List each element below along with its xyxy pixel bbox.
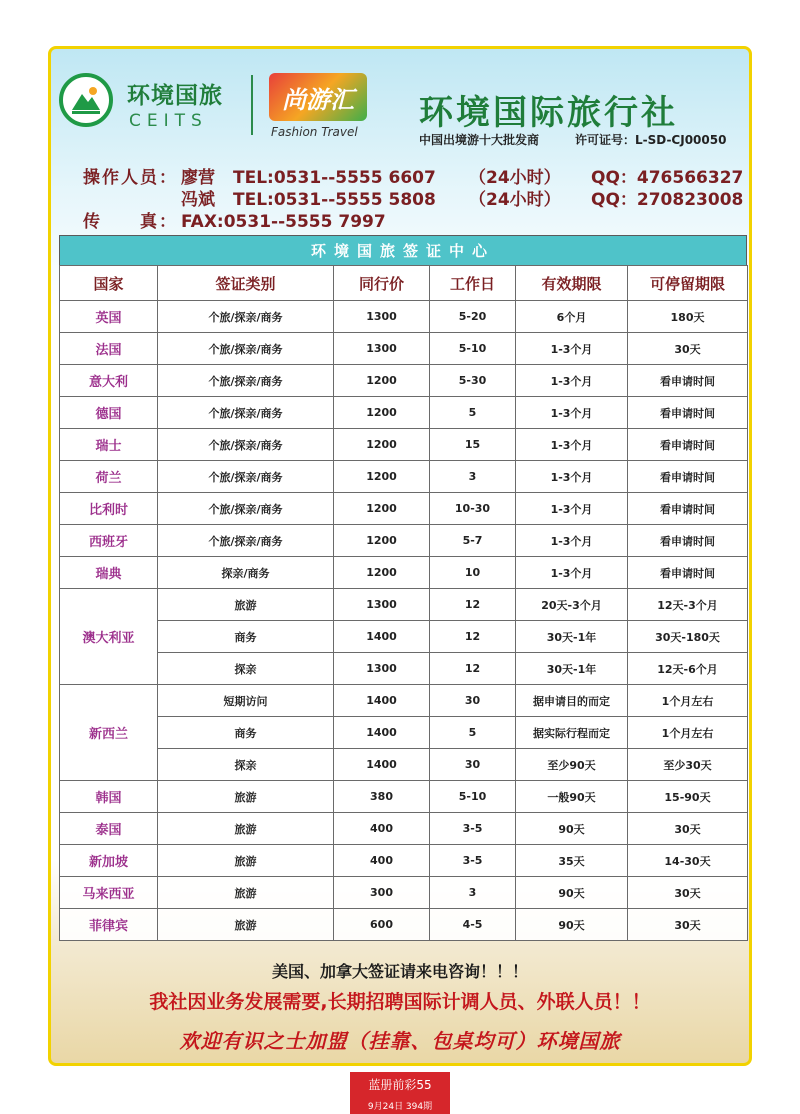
workdays-cell: 3-5 — [430, 813, 516, 845]
validity-cell: 据申请目的而定 — [516, 685, 628, 717]
workdays-cell: 4-5 — [430, 909, 516, 941]
price-cell: 1200 — [334, 461, 430, 493]
visa-type-cell: 旅游 — [158, 813, 334, 845]
table-row — [60, 333, 748, 365]
stay-cell: 180天 — [628, 301, 748, 333]
stay-cell: 看申请时间 — [628, 557, 748, 589]
workdays-cell: 3-5 — [430, 845, 516, 877]
stay-cell: 30天 — [628, 333, 748, 365]
validity-cell: 1-3个月 — [516, 333, 628, 365]
logo-divider — [251, 75, 253, 135]
visa-type-cell: 探亲 — [158, 653, 334, 685]
validity-cell: 1-3个月 — [516, 397, 628, 429]
visa-type-cell: 个旅/探亲/商务 — [158, 461, 334, 493]
workdays-cell: 5-20 — [430, 301, 516, 333]
validity-cell: 6个月 — [516, 301, 628, 333]
table-row — [60, 397, 748, 429]
workdays-cell: 12 — [430, 589, 516, 621]
price-cell: 1300 — [334, 333, 430, 365]
country-cell: 比利时 — [60, 493, 158, 525]
table-row — [60, 781, 748, 813]
stay-cell: 30天 — [628, 877, 748, 909]
country-cell: 英国 — [60, 301, 158, 333]
stay-cell: 1个月左右 — [628, 685, 748, 717]
country-cell: 新加坡 — [60, 845, 158, 877]
validity-cell: 至少90天 — [516, 749, 628, 781]
logo-chinese-name: 环境国旅 — [127, 83, 223, 109]
operator-phone: TEL:0531--5555 6607 — [233, 168, 436, 188]
table-row — [60, 589, 748, 621]
table-row — [60, 685, 748, 717]
operator-name: 廖营 — [181, 168, 215, 188]
logo-english-name: CEITS — [129, 111, 208, 131]
visa-type-cell: 旅游 — [158, 877, 334, 909]
validity-cell: 1-3个月 — [516, 557, 628, 589]
validity-cell: 20天-3个月 — [516, 589, 628, 621]
visa-type-cell: 个旅/探亲/商务 — [158, 365, 334, 397]
stay-cell: 12天-6个月 — [628, 653, 748, 685]
country-cell: 马来西亚 — [60, 877, 158, 909]
price-cell: 1200 — [334, 397, 430, 429]
consult-note: 美国、加拿大签证请来电咨询！！！ — [271, 962, 528, 981]
price-cell: 1200 — [334, 493, 430, 525]
welcome-note: 欢迎有识之士加盟（挂靠、包桌均可）环境国旅 — [179, 1029, 621, 1053]
price-cell: 400 — [334, 813, 430, 845]
price-cell: 400 — [334, 845, 430, 877]
header-price: 同行价 — [334, 266, 430, 301]
fax-label: 传 真： — [83, 212, 178, 232]
stay-cell: 看申请时间 — [628, 429, 748, 461]
visa-table-section — [59, 235, 747, 941]
validity-cell: 30天-1年 — [516, 621, 628, 653]
price-cell: 1400 — [334, 749, 430, 781]
stay-cell: 至少30天 — [628, 749, 748, 781]
country-cell: 荷兰 — [60, 461, 158, 493]
workdays-cell: 5 — [430, 397, 516, 429]
operator-hours: （24小时） — [469, 168, 561, 188]
table-row — [60, 461, 748, 493]
operator-hours: （24小时） — [469, 190, 561, 210]
validity-cell: 1-3个月 — [516, 365, 628, 397]
validity-cell: 90天 — [516, 909, 628, 941]
validity-cell: 30天-1年 — [516, 653, 628, 685]
country-cell: 法国 — [60, 333, 158, 365]
visa-type-cell: 个旅/探亲/商务 — [158, 429, 334, 461]
price-cell: 1200 — [334, 365, 430, 397]
table-row — [60, 877, 748, 909]
visa-type-cell: 旅游 — [158, 589, 334, 621]
country-cell: 瑞典 — [60, 557, 158, 589]
workdays-cell: 12 — [430, 621, 516, 653]
price-cell: 1200 — [334, 525, 430, 557]
workdays-cell: 30 — [430, 749, 516, 781]
workdays-cell: 10-30 — [430, 493, 516, 525]
operator-name: 冯斌 — [181, 190, 215, 210]
validity-cell: 90天 — [516, 877, 628, 909]
workdays-cell: 10 — [430, 557, 516, 589]
workdays-cell: 3 — [430, 877, 516, 909]
visa-type-cell: 个旅/探亲/商务 — [158, 493, 334, 525]
workdays-cell: 3 — [430, 461, 516, 493]
license-number: 许可证号：L-SD-CJ00050 — [575, 133, 727, 147]
price-cell: 1300 — [334, 653, 430, 685]
table-header-row — [60, 266, 748, 301]
stay-cell: 看申请时间 — [628, 397, 748, 429]
fashion-travel-caption: Fashion Travel — [271, 125, 358, 139]
table-row — [60, 557, 748, 589]
validity-cell: 1-3个月 — [516, 429, 628, 461]
visa-price-table — [59, 265, 748, 941]
header-country: 国家 — [60, 266, 158, 301]
validity-cell: 1-3个月 — [516, 461, 628, 493]
stay-cell: 30天-180天 — [628, 621, 748, 653]
ceits-emblem-icon — [59, 73, 113, 127]
table-row — [60, 717, 748, 749]
price-cell: 380 — [334, 781, 430, 813]
price-cell: 1400 — [334, 621, 430, 653]
validity-cell: 35天 — [516, 845, 628, 877]
page-tag — [350, 1072, 450, 1114]
table-row — [60, 749, 748, 781]
fax-row — [83, 207, 386, 232]
price-cell: 1200 — [334, 557, 430, 589]
country-cell: 韩国 — [60, 781, 158, 813]
stay-cell: 30天 — [628, 813, 748, 845]
visa-type-cell: 旅游 — [158, 845, 334, 877]
header-workdays: 工作日 — [430, 266, 516, 301]
workdays-cell: 15 — [430, 429, 516, 461]
country-cell: 泰国 — [60, 813, 158, 845]
price-cell: 1400 — [334, 685, 430, 717]
workdays-cell: 5-10 — [430, 333, 516, 365]
page-label: 蓝册前彩55 — [368, 1078, 432, 1092]
country-cell: 菲律宾 — [60, 909, 158, 941]
table-row — [60, 525, 748, 557]
price-cell: 600 — [334, 909, 430, 941]
operator-phone: TEL:0531--5555 5808 — [233, 190, 436, 210]
country-cell: 西班牙 — [60, 525, 158, 557]
visa-type-cell: 旅游 — [158, 781, 334, 813]
workdays-cell: 5-10 — [430, 781, 516, 813]
table-row — [60, 845, 748, 877]
validity-cell: 一般90天 — [516, 781, 628, 813]
price-cell: 1400 — [334, 717, 430, 749]
visa-type-cell: 个旅/探亲/商务 — [158, 301, 334, 333]
stay-cell: 15-90天 — [628, 781, 748, 813]
price-cell: 1200 — [334, 429, 430, 461]
price-cell: 1300 — [334, 589, 430, 621]
stay-cell: 看申请时间 — [628, 461, 748, 493]
workdays-cell: 5-30 — [430, 365, 516, 397]
stay-cell: 看申请时间 — [628, 525, 748, 557]
visa-type-cell: 商务 — [158, 621, 334, 653]
validity-cell: 90天 — [516, 813, 628, 845]
visa-type-cell: 探亲 — [158, 749, 334, 781]
company-subline: 中国出境游十大批发商 — [419, 133, 540, 147]
stay-cell: 12天-3个月 — [628, 589, 748, 621]
workdays-cell: 5-7 — [430, 525, 516, 557]
table-row — [60, 653, 748, 685]
price-cell: 1300 — [334, 301, 430, 333]
country-cell: 澳大利亚 — [60, 589, 158, 685]
validity-cell: 据实际行程而定 — [516, 717, 628, 749]
country-cell: 瑞士 — [60, 429, 158, 461]
table-row — [60, 621, 748, 653]
stay-cell: 看申请时间 — [628, 365, 748, 397]
price-cell: 300 — [334, 877, 430, 909]
table-row — [60, 365, 748, 397]
table-row — [60, 301, 748, 333]
workdays-cell: 30 — [430, 685, 516, 717]
workdays-cell: 12 — [430, 653, 516, 685]
flyer-header — [51, 49, 749, 235]
fashion-travel-logo: 尚游汇 — [269, 73, 367, 121]
visa-type-cell: 短期访问 — [158, 685, 334, 717]
stay-cell: 1个月左右 — [628, 717, 748, 749]
validity-cell: 1-3个月 — [516, 493, 628, 525]
stay-cell: 30天 — [628, 909, 748, 941]
fax-number: FAX:0531--5555 7997 — [181, 212, 386, 232]
visa-type-cell: 个旅/探亲/商务 — [158, 397, 334, 429]
operator-qq: QQ：476566327 — [591, 168, 744, 188]
table-row — [60, 429, 748, 461]
visa-type-cell: 商务 — [158, 717, 334, 749]
company-name: 环境国际旅行社 — [419, 93, 678, 133]
visa-type-cell: 个旅/探亲/商务 — [158, 525, 334, 557]
table-row — [60, 493, 748, 525]
country-cell: 德国 — [60, 397, 158, 429]
table-row — [60, 813, 748, 845]
flyer-frame — [48, 46, 752, 1066]
visa-type-cell: 旅游 — [158, 909, 334, 941]
header-visa-type: 签证类别 — [158, 266, 334, 301]
operator-label: 操作人员： — [83, 168, 178, 188]
table-row — [60, 909, 748, 941]
country-cell: 新西兰 — [60, 685, 158, 781]
country-cell: 意大利 — [60, 365, 158, 397]
validity-cell: 1-3个月 — [516, 525, 628, 557]
hiring-note: 我社因业务发展需要,长期招聘国际计调人员、外联人员！！ — [149, 991, 651, 1013]
operator-qq: QQ：270823008 — [591, 190, 744, 210]
visa-type-cell: 个旅/探亲/商务 — [158, 333, 334, 365]
workdays-cell: 5 — [430, 717, 516, 749]
header-validity: 有效期限 — [516, 266, 628, 301]
visa-type-cell: 探亲/商务 — [158, 557, 334, 589]
stay-cell: 14-30天 — [628, 845, 748, 877]
visa-table-title: 环境国旅签证中心 — [59, 235, 747, 265]
issue-label: 9月24日 394期 — [367, 1102, 433, 1112]
stay-cell: 看申请时间 — [628, 493, 748, 525]
header-stay: 可停留期限 — [628, 266, 748, 301]
mountain-icon — [68, 82, 104, 118]
